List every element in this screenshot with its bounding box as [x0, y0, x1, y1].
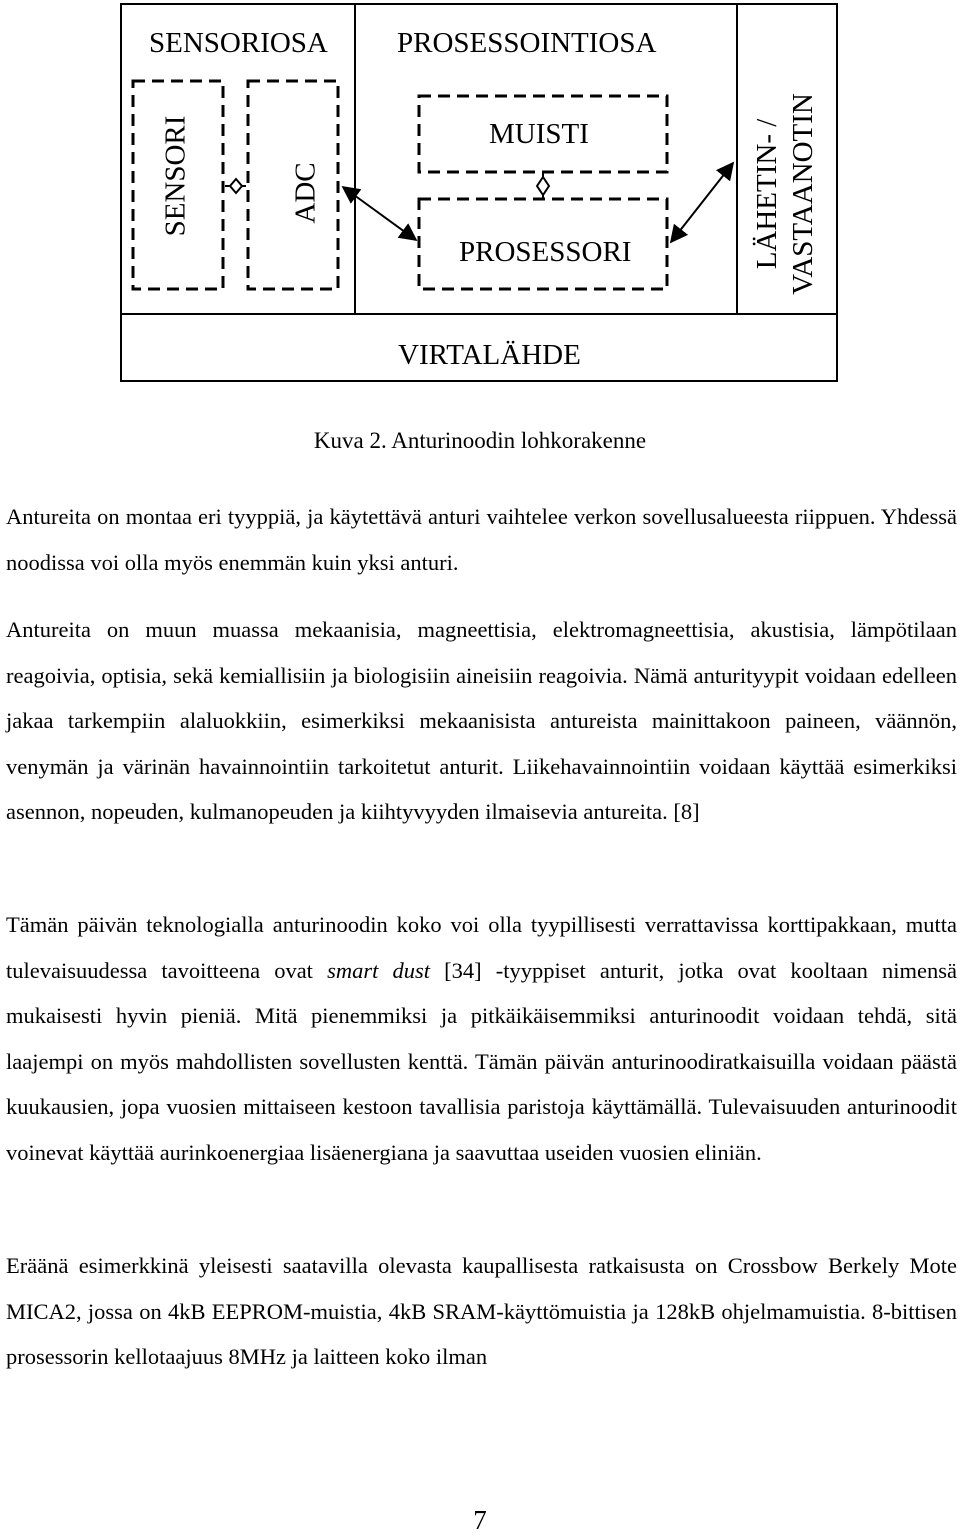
paragraph-node-size-start: Tämän päivän teknologialla anturinoodin koko voi olla tyypillisesti verrattavissa korttipakkaan, mutta tulevaisuudessa tavoitteena ovat [6, 912, 957, 983]
adc-processor-arrow [343, 187, 416, 240]
outer-frame [121, 4, 837, 381]
figure-caption: Kuva 2. Anturinoodin lohkorakenne [313, 428, 647, 453]
processor-label: PROSESSORI [459, 236, 632, 268]
processor-transceiver-arrow [671, 163, 733, 242]
memory-processor-connector [537, 177, 549, 195]
transceiver-label-line1: LÄHETIN- / [751, 118, 783, 270]
memory-label: MUISTI [489, 118, 589, 150]
adc-label: ADC [289, 162, 322, 224]
paragraph-sensor-types: Antureita on montaa eri tyyppiä, ja käytettävä anturi vaihtelee verkon sovellusalueesta riippuen. Yhdessä noodissa voi olla myös enemmän kuin yksi anturi. [6, 504, 957, 575]
transceiver-label [749, 93, 821, 295]
processing-part-label: PROSESSOINTIOSA [397, 27, 657, 59]
sensor-label: SENSORI [159, 115, 192, 237]
sensor-adc-connector [230, 179, 242, 193]
power-supply-label: VIRTALÄHDE [398, 339, 581, 371]
sensor-node-block-diagram [0, 0, 960, 420]
transceiver-label-line2: VASTAANOTIN [787, 93, 819, 295]
page-number: 7 [473, 1505, 487, 1535]
paragraph-mica2-example: Eräänä esimerkkinä yleisesti saatavilla olevasta kaupallisesta ratkaisusta on Crossbow Berkely Mote MICA2, jossa on 4kB EEPROM-muistia, 4kB SRAM-käyttömuistia ja 128kB ohjelmamuistia. 8-bittisen prosessorin kellotaajuus 8MHz ja laitteen koko ilman [6, 1253, 957, 1370]
paragraph-node-size-end: [34] -tyyppiset anturit, jotka ovat kooltaan nimensä mukaisesti hyvin pieniä. Mitä pienemmiksi ja pitkäikäisemmiksi anturinoodit voidaan tehdä, sitä laajempi on myös mahdollisten sovellusten kenttä. Tämän päivän anturinoodiratkaisuilla voidaan päästä kuukausien, jopa vuosien mittaiseen kestoon tavallisia paristoja käyttämällä. Tulevaisuuden anturinoodit voinevat käyttää aurinkoenergiaa lisäenergiana ja saavuttaa useiden vuosien eliniän. [6, 957, 957, 1165]
smart-dust-term: smart dust [327, 957, 430, 983]
paragraph-sensor-categories: Antureita on muun muassa mekaanisia, magneettisia, elektromagneettisia, akustisia, lämpötilaan reagoivia, optisia, sekä kemiallisiin ja biologisiin aineisiin reagoivia. Nämä anturityypit voidaan edelleen jakaa tarkempiin alaluokkiin, esimerkiksi mekaanisista antureista mainittakoon paineen, väännön, venymän ja värinän havainnointiin tarkoitetut anturit. Liikehavainnointiin voidaan käyttää esimerkiksi asennon, nopeuden, kulmanopeuden ja kiihtyvyyden ilmaisevia antureita. [8] [6, 617, 957, 825]
sensing-part-label: SENSORIOSA [149, 27, 328, 59]
paragraph-node-size [6, 902, 957, 1176]
